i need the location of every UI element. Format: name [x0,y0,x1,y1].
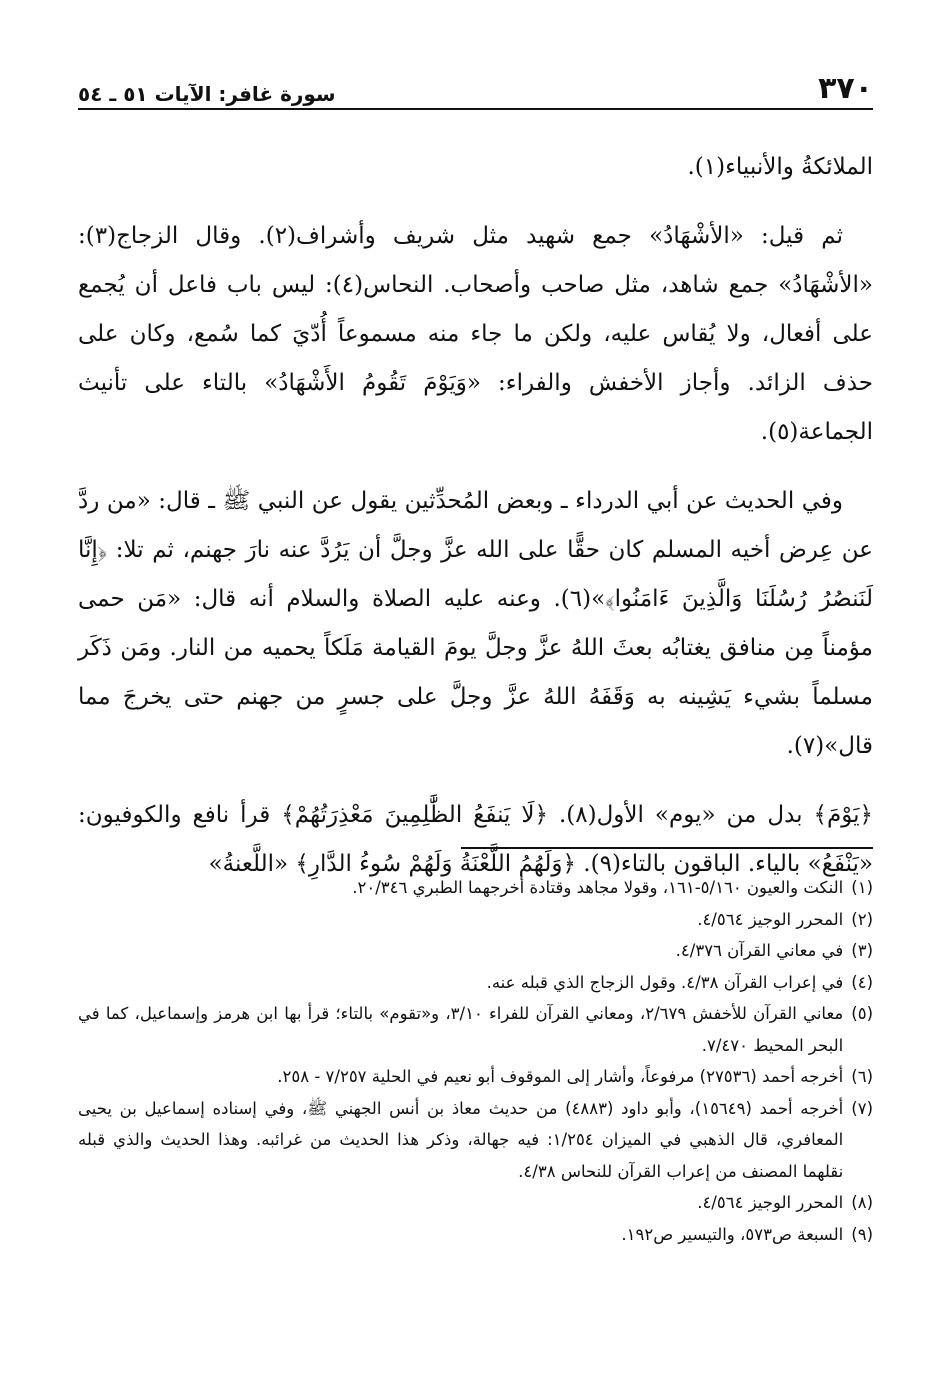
footnote-text: أخرجه أحمد (٢٧٥٣٦) مرفوعاً، وأشار إلى الموقوف أبو نعيم في الحلية ٧/٢٥٧ - ٢٥٨. [277,1067,844,1086]
footnote-text: النكت والعيون ٥/١٦٠-١٦١، وقولا مجاهد وقتادة أخرجهما الطبري ٢٠/٣٤٦. [352,878,844,897]
footnote [78,1093,873,1188]
footnote-text: المحرر الوجيز ٤/٥٦٤. [697,909,844,929]
footnote [78,1219,873,1251]
footnote-number: (٤) [851,972,873,992]
footnote-number: (٣) [851,941,873,960]
footnote-text: في معاني القرآن ٤/٣٧٦. [675,941,844,960]
main-text [78,143,873,909]
footnote [78,1187,873,1219]
page-header [78,62,873,110]
footnote [78,998,873,1061]
footnote-number: (٨) [851,1193,873,1212]
footnote-number: (٩) [851,1224,873,1244]
paragraph: ﴿يَوْمَ﴾ بدل من «يوم» الأول(٨). ﴿لَا يَنفَعُ الظَّٰلِمِينَ مَعْذِرَتُهُمْ﴾ قرأ نافع والكوفيون: «يَنْفَعُ» بالياء. الباقون بالتاء(٩). ﴿وَلَهُمُ اللَّعْنَةُ وَلَهُمْ سُوءُ الدَّارِ﴾ «اللَّعنةُ» [78,802,873,877]
footnote [78,967,873,999]
paragraph: الملائكةُ والأنبياء(١). [687,154,873,180]
footnote-text: أخرجه أحمد (١٥٦٤٩)، وأبو داود (٤٨٨٣) من حديث معاذ بن أنس الجهني ﷺ، وفي إسناده إسماعيل بن يحيى المعافري، قال الذهبي في الميزان ١/٢٥٤: فيه جهالة، وذكر هذا الحديث من غرائبه. وهذا الحديث والذي قبله نقلهما المصنف من إعراب القرآن للنحاس ٤/٣٨. [78,1098,844,1181]
footnote-number: (١) [851,878,873,897]
footnote-text: السبعة ص٥٧٣، والتيسير ص١٩٢. [621,1224,844,1244]
footnote [78,872,873,904]
paragraph: ثم قيل: «الأشْهَادُ» جمع شهيد مثل شريف وأشراف(٢). وقال الزجاج(٣): «الأشْهَادُ» جمع شاهد، مثل صاحب وأصحاب. النحاس(٤): ليس باب فاعل أن يُجمع على أفعال، ولا يُقاس عليه، ولكن ما جاء منه مسموعاً أُدّيَ كما سُمع، وكان على حذف الزائد. وأجاز الأخفش والفراء: «وَيَوْمَ تَقُومُ الأَشْهَادُ» بالتاء على تأنيث الجماعة(٥). [78,223,873,445]
footnote [78,904,873,936]
page-number: ٣٧٠ [818,71,873,106]
footnotes [78,872,873,1250]
footnote-text: معاني القرآن للأخفش ٢/٦٧٩، ومعاني القرآن للفراء ٣/١٠، و«تقوم» بالتاء؛ قرأ بها ابن هرمز وإسماعيل، كما في البحر المحيط ٧/٤٧٠. [78,1004,844,1055]
paragraph: وفي الحديث عن أبي الدرداء ـ وبعض المُحدِّثين يقول عن النبي ﷺ ـ قال: «من ردَّ عن عِرض أخيه المسلم كان حقًّا على الله عزَّ وجلَّ أن يَرُدَّ عنه نارَ جهنم، ثم تلا: ﴿إِنَّا لَنَنصُرُ رُسُلَنَا وَالَّذِينَ ءَامَنُوا﴾»(٦). وعنه عليه الصلاة والسلام أنه قال: «مَن حمى مؤمناً مِن منافق يغتابُه بعثَ اللهُ عزَّ وجلَّ يومَ القيامة مَلَكاً يحميه من النار. ومَن ذَكَر مسلماً بشيء يَشِينه به وَقَفَهُ اللهُ عزَّ وجلَّ على جسرٍ من جهنم حتى يخرجَ مما قال»(٧). [78,488,873,759]
footnote-number: (٢) [851,909,873,929]
footnote [78,1061,873,1093]
running-title: سورة غافر: الآيات ٥١ ـ ٥٤ [78,82,336,106]
footnote-number: (٥) [851,1004,873,1023]
footnote [78,935,873,967]
footnote-number: (٧) [851,1098,873,1118]
footnote-number: (٦) [851,1067,873,1086]
footnote-text: في إعراب القرآن ٤/٣٨. وقول الزجاج الذي قبله عنه. [486,972,844,992]
footnote-divider [461,847,873,849]
footnote-text: المحرر الوجيز ٤/٥٦٤. [697,1193,844,1212]
